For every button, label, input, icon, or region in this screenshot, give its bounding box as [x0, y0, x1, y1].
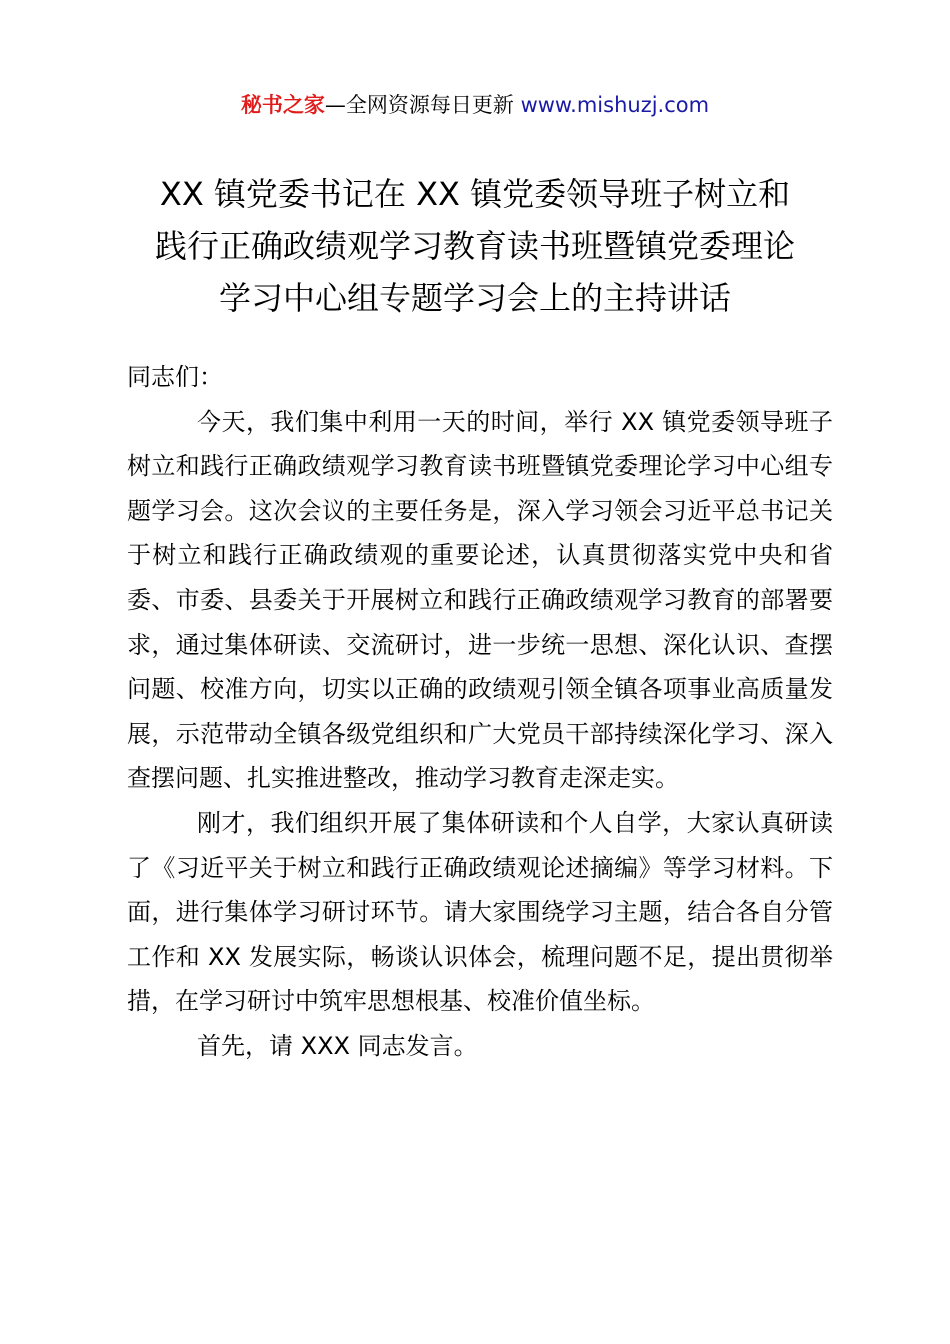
title-line: XX 镇党委书记在 XX 镇党委领导班子树立和 — [159, 175, 791, 213]
site-url-link[interactable]: www.mishuzj.com — [520, 93, 710, 117]
document-title — [110, 168, 840, 324]
document-body — [127, 355, 833, 1069]
site-slogan: —全网资源每日更新 — [324, 93, 514, 117]
paragraph: 今天，我们集中利用一天的时间，举行 XX 镇党委领导班子树立和践行正确政绩观学习教育读书班暨镇党委理论学习中心组专题学习会。这次会议的主要任务是，深入学习领会习近平总书记关于树立和践行正确政绩观的重要论述，认真贯彻落实党中央和省委、市委、县委关于开展树立和践行正确政绩观学习教育的部署要求，通过集体研读、交流研讨，进一步统一思想、深化认识、查摆问题、校准方向，切实以正确的政绩观引领全镇各项事业高质量发展，示范带动全镇各级党组织和广大党员干部持续深化学习、深入查摆问题、扎实推进整改，推动学习教育走深走实。 — [127, 407, 833, 793]
salutation: 同志们： — [127, 363, 223, 391]
title-line: 践行正确政绩观学习教育读书班暨镇党委理论 — [154, 227, 795, 265]
paragraph: 首先，请 XXX 同志发言。 — [197, 1031, 478, 1060]
site-brand: 秘书之家 — [240, 93, 325, 117]
site-header — [0, 88, 950, 122]
title-line: 学习中心组专题学习会上的主持讲话 — [218, 279, 731, 317]
paragraph: 刚才，我们组织开展了集体研读和个人自学，大家认真研读了《习近平关于树立和践行正确政绩观论述摘编》等学习材料。下面，进行集体学习研讨环节。请大家围绕学习主题，结合各自分管工作和 XX 发展实际，畅谈认识体会，梳理问题不足，提出贯彻举措，在学习研讨中筑牢思想根基、校准价值坐标。 — [127, 808, 833, 1016]
